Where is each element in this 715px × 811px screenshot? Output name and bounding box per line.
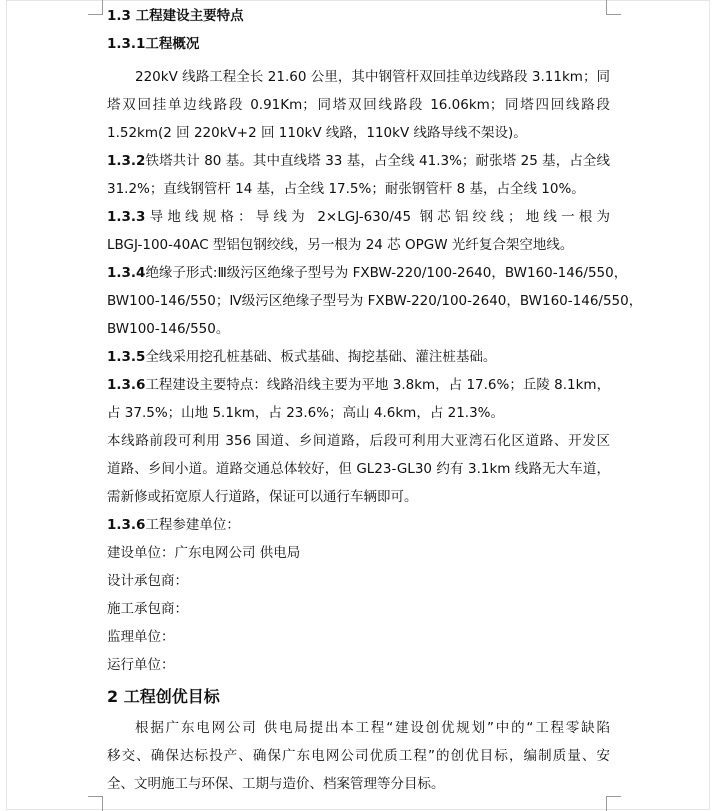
unit-supervision: 监理单位： (107, 629, 175, 645)
terrain-line-2: 占 37.5%；山地 5.1km，占 23.6%；高山 4.6km，占 21.3%。 (107, 405, 504, 421)
goal-line-1: 根据广东电网公司 供电局提出本工程“建设创优规划”中的“工程零缺陷 (135, 720, 610, 736)
unit-design: 设计承包商： (107, 573, 188, 589)
participants-label: 1.3.6 (107, 517, 146, 533)
tower-line-1 (107, 151, 610, 171)
foundation-label: 1.3.5 (107, 349, 146, 365)
goal-line-3: 全、文明施工与环保、工期与造价、档案管理等分目标。 (107, 776, 445, 792)
tower-line-2: 31.2%；直线钢管杆 14 基，占全线 17.5%；耐张钢管杆 8 基，占全线 10%。 (107, 181, 585, 197)
road-line-3: 需新修或拓宽原人行道路，保证可以通行车辆即可。 (107, 489, 418, 505)
conductor-label: 1.3.3 (107, 209, 146, 225)
participants-text: 工程参建单位： (145, 517, 240, 533)
goal-line-2: 移交、确保达标投产、确保广东电网公司优质工程”的创优目标，编制质量、安 (107, 748, 610, 764)
terrain-line-1 (107, 375, 610, 395)
overview-line-2: 塔双回挂单边线路段 0.91Km；同塔双回线路段 16.06km；同塔四回线路段 (107, 97, 610, 113)
terrain-text-1: 工程建设主要特点：线路沿线主要为平地 3.8km，占 17.6%；丘陵 8.1km， (145, 377, 611, 393)
overview-line-3: 1.52km(2 回 220kV+2 回 110kV 线路，110kV 线路导线不架设)。 (107, 125, 527, 141)
foundation-line (107, 347, 496, 367)
margin-corner-top-right (606, 0, 621, 15)
insulator-text-1: 绝缘子形式:Ⅲ级污区绝缘子型号为 FXBW-220/100-2640，BW160-146/550， (145, 265, 628, 281)
terrain-label: 1.3.6 (107, 377, 146, 393)
unit-operation: 运行单位： (107, 657, 175, 673)
unit-construction: 建设单位：广东电网公司 供电局 (107, 545, 301, 561)
tower-text-1: 铁塔共计 80 基。其中直线塔 33 基，占全线 41.3%；耐张塔 25 基，占全线 (145, 153, 610, 169)
insulator-line-2: BW100-146/550；Ⅳ级污区绝缘子型号为 FXBW-220/100-2640，BW160-146/550， (107, 293, 643, 309)
chapter-heading: 2 工程创优目标 (107, 687, 220, 706)
participants-heading (107, 515, 240, 535)
subsection-heading: 1.3.1工程概况 (107, 36, 200, 52)
unit-build: 施工承包商： (107, 601, 188, 617)
conductor-text-1: 导地线规格：导线为 2×LGJ-630/45 钢芯铝绞线；地线一根为 (145, 209, 610, 225)
road-line-1: 本线路前段可利用 356 国道、乡间道路，后段可利用大亚湾石化区道路、开发区 (107, 433, 610, 449)
margin-corner-bottom-left (88, 796, 103, 811)
conductor-line-1 (107, 207, 610, 227)
margin-corner-top-left (88, 0, 103, 15)
margin-corner-bottom-right (606, 796, 621, 811)
tower-label: 1.3.2 (107, 153, 146, 169)
road-line-2: 道路、乡间小道。道路交通总体较好，但 GL23-GL30 约有 3.1km 线路无大车道， (107, 461, 610, 477)
conductor-line-2: LBGJ-100-40AC 型铝包钢绞线，另一根为 24 芯 OPGW 光纤复合架空地线。 (107, 237, 574, 253)
insulator-line-3: BW100-146/550。 (107, 321, 230, 337)
overview-line-1: 220kV 线路工程全长 21.60 公里，其中钢管杆双回挂单边线路段 3.11km；同 (135, 69, 610, 85)
foundation-text: 全线采用挖孔桩基础、板式基础、掏挖基础、灌注桩基础。 (145, 349, 497, 365)
insulator-line-1 (107, 263, 628, 283)
section-heading: 1.3 工程建设主要特点 (107, 8, 244, 24)
insulator-label: 1.3.4 (107, 265, 146, 281)
